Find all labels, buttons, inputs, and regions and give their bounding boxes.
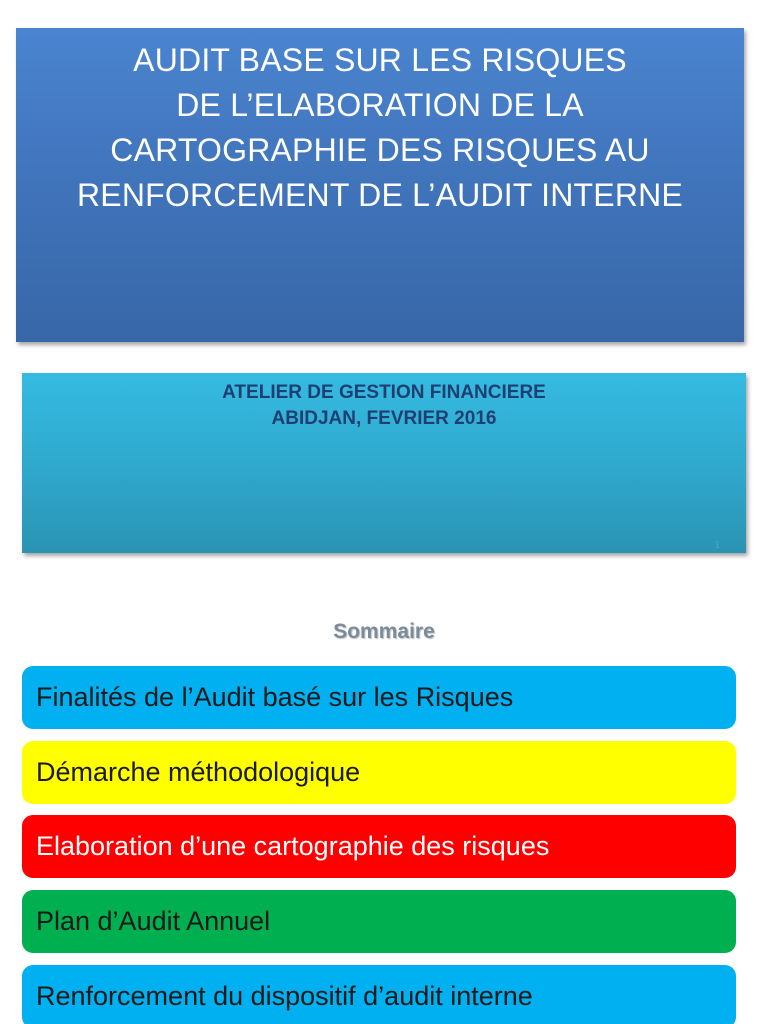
presentation-title — [16, 28, 744, 218]
sommaire-heading: Sommaire — [333, 620, 435, 643]
slide-number: 1 — [714, 540, 720, 551]
toc-item-renforcement: Renforcement du dispositif d’audit interne — [22, 965, 736, 1024]
workshop-name: ATELIER DE GESTION FINANCIERE — [222, 382, 546, 403]
toc-item-demarche: Démarche méthodologique — [22, 741, 736, 804]
title-line: DE L’ELABORATION DE LA — [176, 87, 584, 123]
toc-item-finalites: Finalités de l’Audit basé sur les Risques — [22, 666, 736, 729]
toc-item-plan-audit: Plan d’Audit Annuel — [22, 890, 736, 953]
title-banner — [16, 28, 744, 342]
title-line: AUDIT BASE SUR LES RISQUES — [133, 42, 627, 78]
subtitle-banner — [22, 373, 746, 553]
toc-item-cartographie: Elaboration d’une cartographie des risques — [22, 815, 736, 878]
event-location-date: ABIDJAN, FEVRIER 2016 — [271, 408, 497, 429]
title-line: CARTOGRAPHIE DES RISQUES AU — [110, 132, 650, 168]
title-line: RENFORCEMENT DE L’AUDIT INTERNE — [77, 177, 683, 213]
